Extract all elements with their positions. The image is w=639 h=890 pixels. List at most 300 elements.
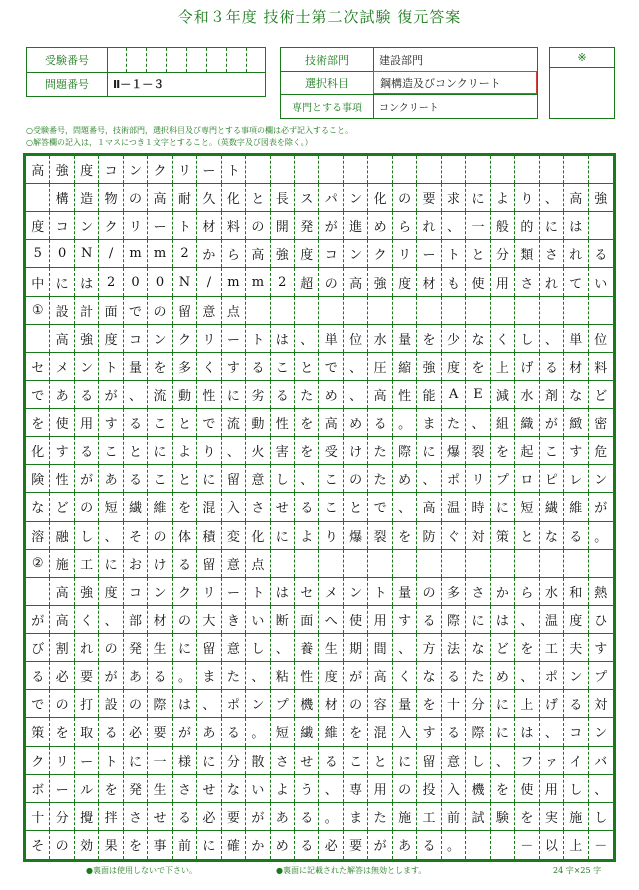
answer-cell[interactable]: リ: [197, 325, 221, 352]
answer-cell[interactable]: [26, 184, 50, 211]
answer-cell[interactable]: 施: [50, 550, 74, 577]
answer-cell[interactable]: な: [26, 493, 50, 520]
answer-cell[interactable]: 量: [393, 325, 417, 352]
answer-cell[interactable]: は: [515, 718, 539, 745]
answer-cell[interactable]: 水: [515, 381, 539, 408]
answer-cell[interactable]: し: [564, 775, 588, 802]
answer-cell[interactable]: A: [442, 381, 466, 408]
answer-cell[interactable]: 高: [148, 184, 172, 211]
answer-cell[interactable]: ら: [393, 212, 417, 239]
answer-cell[interactable]: 留: [417, 747, 441, 774]
answer-cell[interactable]: る: [222, 718, 246, 745]
answer-cell[interactable]: た: [466, 662, 490, 689]
answer-cell[interactable]: プ: [271, 690, 295, 717]
answer-cell[interactable]: リ: [466, 465, 490, 492]
answer-cell[interactable]: [589, 297, 613, 324]
answer-cell[interactable]: ー: [222, 325, 246, 352]
answer-cell[interactable]: に: [222, 381, 246, 408]
answer-cell[interactable]: セ: [26, 353, 50, 380]
answer-cell[interactable]: そ: [26, 831, 50, 859]
answer-cell[interactable]: 必: [50, 662, 74, 689]
answer-cell[interactable]: 強: [50, 156, 74, 183]
answer-cell[interactable]: [540, 156, 564, 183]
answer-cell[interactable]: は: [271, 578, 295, 605]
answer-cell[interactable]: る: [26, 662, 50, 689]
answer-cell[interactable]: る: [173, 550, 197, 577]
answer-cell[interactable]: 度: [564, 606, 588, 633]
answer-cell[interactable]: ク: [99, 212, 123, 239]
answer-cell[interactable]: 化: [222, 184, 246, 211]
answer-cell[interactable]: 、: [344, 353, 368, 380]
answer-cell[interactable]: 度: [393, 268, 417, 295]
answer-cell[interactable]: は: [271, 325, 295, 352]
answer-cell[interactable]: 量: [393, 578, 417, 605]
answer-cell[interactable]: る: [75, 381, 99, 408]
answer-cell[interactable]: 用: [368, 606, 392, 633]
answer-cell[interactable]: ら: [515, 578, 539, 605]
answer-cell[interactable]: り: [515, 184, 539, 211]
answer-cell[interactable]: 緻: [564, 409, 588, 436]
answer-cell[interactable]: に: [417, 437, 441, 464]
answer-cell[interactable]: 試: [466, 803, 490, 830]
answer-cell[interactable]: ト: [99, 353, 123, 380]
answer-cell[interactable]: は: [173, 690, 197, 717]
answer-cell[interactable]: 性: [295, 662, 319, 689]
answer-cell[interactable]: 開: [271, 212, 295, 239]
answer-cell[interactable]: ボ: [26, 775, 50, 802]
answer-cell[interactable]: 高: [246, 240, 270, 267]
answer-cell[interactable]: に: [491, 493, 515, 520]
answer-cell[interactable]: る: [295, 831, 319, 859]
answer-cell[interactable]: 混: [197, 493, 221, 520]
answer-cell[interactable]: 投: [417, 775, 441, 802]
answer-cell[interactable]: 期: [344, 634, 368, 661]
answer-cell[interactable]: 意: [197, 297, 221, 324]
answer-cell[interactable]: 的: [515, 212, 539, 239]
answer-cell[interactable]: 対: [594, 698, 608, 714]
answer-cell[interactable]: 以: [540, 831, 564, 859]
answer-cell[interactable]: [417, 297, 441, 324]
answer-cell[interactable]: を: [148, 353, 172, 380]
answer-cell[interactable]: を: [515, 803, 539, 830]
answer-cell[interactable]: 、: [295, 325, 319, 352]
answer-cell[interactable]: ト: [442, 240, 466, 267]
answer-cell[interactable]: 意: [222, 634, 246, 661]
answer-cell[interactable]: 流: [222, 409, 246, 436]
answer-cell[interactable]: 温: [442, 493, 466, 520]
answer-cell[interactable]: 混: [368, 718, 392, 745]
answer-cell[interactable]: 割: [50, 634, 74, 661]
answer-cell[interactable]: を: [417, 690, 441, 717]
answer-cell[interactable]: コ: [564, 718, 588, 745]
answer-cell[interactable]: の: [124, 184, 148, 211]
answer-cell[interactable]: ク: [148, 156, 172, 183]
answer-cell[interactable]: ン: [148, 325, 172, 352]
answer-cell[interactable]: 攪: [75, 803, 99, 830]
answer-cell[interactable]: プ: [594, 670, 608, 686]
answer-cell[interactable]: 位: [344, 325, 368, 352]
answer-cell[interactable]: 生: [148, 634, 172, 661]
answer-cell[interactable]: 度: [26, 212, 50, 239]
answer-cell[interactable]: め: [368, 212, 392, 239]
answer-cell[interactable]: パ: [320, 184, 344, 211]
answer-cell[interactable]: さ: [173, 775, 197, 802]
answer-cell[interactable]: 入: [222, 493, 246, 520]
answer-cell[interactable]: 材: [564, 353, 588, 380]
answer-cell[interactable]: 点: [246, 550, 270, 577]
answer-cell[interactable]: 留: [197, 550, 221, 577]
answer-cell[interactable]: 材: [417, 268, 441, 295]
answer-cell[interactable]: 高: [368, 662, 392, 689]
answer-cell[interactable]: 用: [368, 775, 392, 802]
answer-cell[interactable]: と: [344, 493, 368, 520]
answer-cell[interactable]: 。: [393, 409, 417, 436]
answer-cell[interactable]: こ: [271, 353, 295, 380]
answer-cell[interactable]: 入: [393, 718, 417, 745]
answer-cell[interactable]: 設: [50, 297, 74, 324]
answer-cell[interactable]: る: [124, 409, 148, 436]
answer-cell[interactable]: ぐ: [442, 522, 466, 549]
answer-cell[interactable]: 、: [271, 634, 295, 661]
answer-cell[interactable]: [466, 156, 490, 183]
answer-cell[interactable]: ン: [594, 726, 608, 742]
answer-cell[interactable]: が: [99, 662, 123, 689]
answer-cell[interactable]: m: [246, 268, 270, 295]
answer-cell[interactable]: 留: [173, 297, 197, 324]
answer-cell[interactable]: る: [99, 718, 123, 745]
answer-cell[interactable]: 必: [124, 718, 148, 745]
answer-cell[interactable]: 受: [320, 437, 344, 464]
answer-cell[interactable]: に: [491, 690, 515, 717]
answer-cell[interactable]: た: [442, 409, 466, 436]
answer-cell[interactable]: の: [124, 690, 148, 717]
answer-cell[interactable]: 進: [344, 212, 368, 239]
answer-cell[interactable]: ト: [99, 747, 123, 774]
answer-cell[interactable]: と: [368, 747, 392, 774]
answer-cell[interactable]: 設: [99, 690, 123, 717]
answer-cell[interactable]: 打: [75, 690, 99, 717]
answer-cell[interactable]: ク: [368, 240, 392, 267]
answer-cell[interactable]: さ: [466, 578, 490, 605]
answer-cell[interactable]: 少: [442, 325, 466, 352]
answer-cell[interactable]: [540, 550, 564, 577]
answer-cell[interactable]: た: [222, 662, 246, 689]
answer-cell[interactable]: 工: [540, 634, 564, 661]
answer-cell[interactable]: 維: [320, 718, 344, 745]
answer-cell[interactable]: 施: [564, 803, 588, 830]
answer-cell[interactable]: [271, 550, 295, 577]
answer-cell[interactable]: を: [393, 522, 417, 549]
answer-cell[interactable]: 水: [368, 325, 392, 352]
answer-cell[interactable]: の: [173, 606, 197, 633]
answer-cell[interactable]: 間: [368, 634, 392, 661]
answer-cell[interactable]: そ: [124, 522, 148, 549]
answer-cell[interactable]: 0: [50, 240, 74, 267]
answer-cell[interactable]: 際: [442, 606, 466, 633]
answer-cell[interactable]: に: [271, 522, 295, 549]
answer-cell[interactable]: 量: [124, 353, 148, 380]
answer-cell[interactable]: 和: [564, 578, 588, 605]
answer-cell[interactable]: い: [594, 276, 608, 292]
answer-cell[interactable]: と: [515, 522, 539, 549]
answer-cell[interactable]: 、: [540, 184, 564, 211]
answer-cell[interactable]: と: [173, 465, 197, 492]
answer-cell[interactable]: あ: [99, 465, 123, 492]
answer-cell[interactable]: [442, 156, 466, 183]
answer-cell[interactable]: び: [26, 634, 50, 661]
answer-cell[interactable]: m: [148, 240, 172, 267]
answer-cell[interactable]: 類: [515, 240, 539, 267]
answer-cell[interactable]: る: [564, 690, 588, 717]
answer-cell[interactable]: せ: [148, 803, 172, 830]
answer-cell[interactable]: 圧: [368, 353, 392, 380]
answer-cell[interactable]: た: [368, 465, 392, 492]
answer-cell[interactable]: 容: [368, 690, 392, 717]
answer-cell[interactable]: 繊: [124, 493, 148, 520]
answer-cell[interactable]: ト: [222, 156, 246, 183]
answer-cell[interactable]: 動: [246, 409, 270, 436]
answer-cell[interactable]: 材: [197, 212, 221, 239]
answer-cell[interactable]: 度: [99, 325, 123, 352]
answer-cell[interactable]: [368, 297, 392, 324]
answer-cell[interactable]: [320, 550, 344, 577]
answer-cell[interactable]: 、: [417, 465, 441, 492]
answer-cell[interactable]: 高: [417, 493, 441, 520]
answer-cell[interactable]: リ: [197, 578, 221, 605]
answer-cell[interactable]: ー: [197, 156, 221, 183]
answer-cell[interactable]: 機: [466, 775, 490, 802]
answer-cell[interactable]: 法: [442, 634, 466, 661]
answer-cell[interactable]: 起: [515, 437, 539, 464]
answer-cell[interactable]: 流: [148, 381, 172, 408]
answer-cell[interactable]: [417, 550, 441, 577]
answer-cell[interactable]: が: [173, 718, 197, 745]
answer-cell[interactable]: い: [246, 775, 270, 802]
answer-cell[interactable]: 用: [491, 268, 515, 295]
answer-cell[interactable]: 度: [99, 578, 123, 605]
answer-cell[interactable]: 性: [271, 409, 295, 436]
answer-cell[interactable]: [344, 550, 368, 577]
answer-cell[interactable]: [515, 297, 539, 324]
answer-cell[interactable]: し: [515, 325, 539, 352]
answer-cell[interactable]: 強: [271, 240, 295, 267]
answer-cell[interactable]: 発: [124, 775, 148, 802]
answer-cell[interactable]: に: [491, 718, 515, 745]
answer-cell[interactable]: 短: [515, 493, 539, 520]
answer-cell[interactable]: ン: [148, 578, 172, 605]
answer-cell[interactable]: ン: [124, 156, 148, 183]
answer-cell[interactable]: ト: [246, 578, 270, 605]
answer-cell[interactable]: [320, 297, 344, 324]
answer-cell[interactable]: [564, 297, 588, 324]
answer-cell[interactable]: 織: [515, 409, 539, 436]
answer-cell[interactable]: 確: [222, 831, 246, 859]
answer-cell[interactable]: 積: [197, 522, 221, 549]
answer-cell[interactable]: に: [173, 634, 197, 661]
answer-cell[interactable]: 。: [442, 831, 466, 859]
answer-cell[interactable]: 動: [173, 381, 197, 408]
answer-cell[interactable]: [515, 550, 539, 577]
answer-cell[interactable]: ま: [344, 803, 368, 830]
answer-cell[interactable]: あ: [393, 831, 417, 859]
answer-cell[interactable]: す: [222, 353, 246, 380]
answer-cell[interactable]: を: [295, 437, 319, 464]
answer-cell[interactable]: 策: [491, 522, 515, 549]
answer-cell[interactable]: ン: [594, 473, 608, 489]
answer-cell[interactable]: コ: [320, 240, 344, 267]
answer-cell[interactable]: [393, 550, 417, 577]
answer-cell[interactable]: る: [173, 803, 197, 830]
answer-cell[interactable]: m: [222, 268, 246, 295]
answer-cell[interactable]: コ: [50, 212, 74, 239]
answer-cell[interactable]: な: [466, 325, 490, 352]
answer-cell[interactable]: 留: [197, 634, 221, 661]
answer-cell[interactable]: 要: [417, 184, 441, 211]
answer-cell[interactable]: [442, 550, 466, 577]
answer-cell[interactable]: を: [491, 775, 515, 802]
answer-cell[interactable]: [271, 156, 295, 183]
answer-cell[interactable]: 5: [26, 240, 50, 267]
answer-cell[interactable]: レ: [564, 465, 588, 492]
answer-cell[interactable]: の: [417, 578, 441, 605]
answer-cell[interactable]: が: [246, 803, 270, 830]
answer-cell[interactable]: 方: [417, 634, 441, 661]
answer-cell[interactable]: [344, 297, 368, 324]
answer-cell[interactable]: [295, 156, 319, 183]
answer-cell[interactable]: [540, 297, 564, 324]
answer-cell[interactable]: 爆: [442, 437, 466, 464]
answer-cell[interactable]: 多: [442, 578, 466, 605]
answer-cell[interactable]: を: [295, 409, 319, 436]
answer-cell[interactable]: こ: [99, 437, 123, 464]
answer-cell[interactable]: り: [197, 437, 221, 464]
answer-cell[interactable]: コ: [124, 578, 148, 605]
answer-cell[interactable]: 短: [99, 493, 123, 520]
answer-cell[interactable]: 、: [320, 775, 344, 802]
answer-cell[interactable]: こ: [320, 493, 344, 520]
answer-cell[interactable]: 、: [99, 522, 123, 549]
answer-cell[interactable]: の: [148, 297, 172, 324]
answer-cell[interactable]: を: [26, 409, 50, 436]
answer-cell[interactable]: [393, 297, 417, 324]
answer-cell[interactable]: に: [393, 747, 417, 774]
answer-cell[interactable]: ど: [491, 634, 515, 661]
answer-cell[interactable]: 度: [295, 240, 319, 267]
answer-cell[interactable]: 水: [540, 578, 564, 605]
answer-cell[interactable]: の: [99, 634, 123, 661]
answer-cell[interactable]: 0: [148, 268, 172, 295]
answer-cell[interactable]: 際: [466, 718, 490, 745]
answer-cell[interactable]: メ: [50, 353, 74, 380]
answer-cell[interactable]: 火: [246, 437, 270, 464]
answer-cell[interactable]: く: [75, 606, 99, 633]
answer-cell[interactable]: な: [466, 634, 490, 661]
answer-cell[interactable]: 上: [515, 690, 539, 717]
answer-cell[interactable]: る: [442, 718, 466, 745]
answer-cell[interactable]: m: [124, 240, 148, 267]
answer-cell[interactable]: 要: [148, 718, 172, 745]
answer-cell[interactable]: を: [417, 325, 441, 352]
answer-cell[interactable]: る: [246, 353, 270, 380]
answer-cell[interactable]: よ: [271, 775, 295, 802]
answer-cell[interactable]: げ: [515, 353, 539, 380]
answer-cell[interactable]: [589, 550, 613, 577]
answer-cell[interactable]: 般: [491, 212, 515, 239]
answer-cell[interactable]: 実: [540, 803, 564, 830]
answer-cell[interactable]: [295, 550, 319, 577]
answer-cell[interactable]: 化: [246, 522, 270, 549]
answer-cell[interactable]: 高: [368, 381, 392, 408]
answer-cell[interactable]: 散: [246, 747, 270, 774]
answer-cell[interactable]: 際: [148, 690, 172, 717]
answer-cell[interactable]: リ: [124, 212, 148, 239]
answer-cell[interactable]: 料: [594, 360, 608, 376]
answer-cell[interactable]: し: [466, 747, 490, 774]
answer-cell[interactable]: 要: [222, 803, 246, 830]
answer-cell[interactable]: あ: [50, 381, 74, 408]
answer-cell[interactable]: 2: [173, 240, 197, 267]
answer-cell[interactable]: ー: [222, 578, 246, 605]
answer-cell[interactable]: 性: [50, 465, 74, 492]
answer-cell[interactable]: ン: [344, 578, 368, 605]
answer-cell[interactable]: を: [491, 437, 515, 464]
answer-cell[interactable]: 時: [466, 493, 490, 520]
answer-cell[interactable]: 生: [148, 775, 172, 802]
answer-cell[interactable]: い: [246, 606, 270, 633]
answer-cell[interactable]: と: [124, 437, 148, 464]
answer-cell[interactable]: け: [148, 550, 172, 577]
answer-cell[interactable]: の: [50, 831, 74, 859]
answer-cell[interactable]: 久: [197, 184, 221, 211]
answer-cell[interactable]: [442, 297, 466, 324]
answer-cell[interactable]: と: [295, 353, 319, 380]
answer-cell[interactable]: 高: [26, 156, 50, 183]
answer-cell[interactable]: る: [124, 465, 148, 492]
answer-cell[interactable]: る: [564, 522, 588, 549]
answer-cell[interactable]: ロ: [515, 465, 539, 492]
answer-cell[interactable]: へ: [320, 606, 344, 633]
answer-cell[interactable]: で: [124, 297, 148, 324]
answer-cell[interactable]: が: [99, 381, 123, 408]
answer-cell[interactable]: －: [515, 831, 539, 859]
answer-cell[interactable]: 事: [148, 831, 172, 859]
answer-cell[interactable]: を: [50, 718, 74, 745]
answer-cell[interactable]: 短: [271, 718, 295, 745]
answer-cell[interactable]: く: [393, 662, 417, 689]
answer-cell[interactable]: こ: [148, 409, 172, 436]
answer-cell[interactable]: 施: [393, 803, 417, 830]
answer-cell[interactable]: 面: [99, 297, 123, 324]
answer-cell[interactable]: ァ: [540, 747, 564, 774]
answer-cell[interactable]: の: [50, 690, 74, 717]
answer-cell[interactable]: [368, 550, 392, 577]
answer-cell[interactable]: も: [442, 268, 466, 295]
answer-cell[interactable]: 高: [50, 325, 74, 352]
answer-cell[interactable]: せ: [197, 775, 221, 802]
answer-cell[interactable]: バ: [594, 754, 608, 770]
answer-cell[interactable]: 害: [271, 437, 295, 464]
answer-cell[interactable]: /: [99, 240, 123, 267]
answer-cell[interactable]: 使: [466, 268, 490, 295]
answer-cell[interactable]: [295, 297, 319, 324]
answer-cell[interactable]: 面: [295, 606, 319, 633]
answer-cell[interactable]: 度: [75, 156, 99, 183]
answer-cell[interactable]: な: [540, 522, 564, 549]
answer-cell[interactable]: 中: [26, 268, 50, 295]
answer-cell[interactable]: 、: [295, 465, 319, 492]
answer-cell[interactable]: 強: [594, 192, 608, 208]
answer-cell[interactable]: 性: [393, 381, 417, 408]
